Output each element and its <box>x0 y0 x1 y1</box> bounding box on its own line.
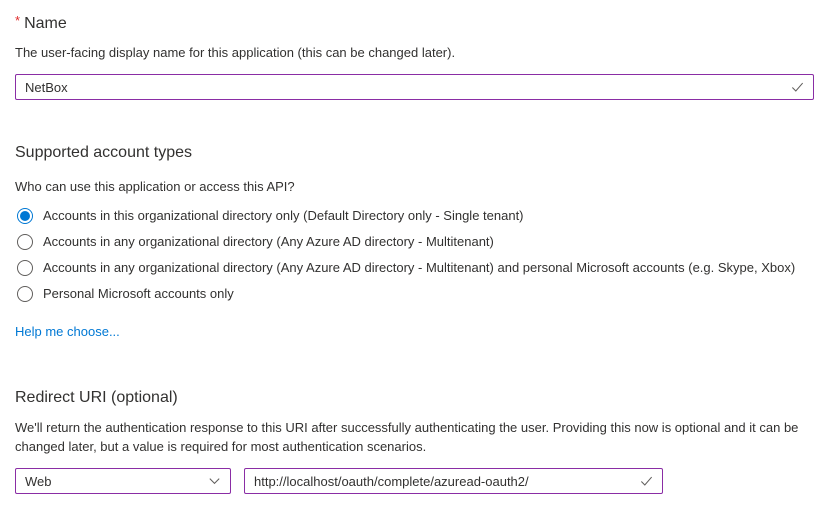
radio-button-icon[interactable] <box>17 286 33 302</box>
radio-option-single-tenant[interactable] <box>15 203 814 229</box>
radio-option-multitenant-personal[interactable] <box>15 255 814 281</box>
radio-option-label: Accounts in any organizational directory (Any Azure AD directory - Multitenant) <box>43 234 494 249</box>
radio-option-label: Accounts in this organizational directory only (Default Directory only - Single tenant) <box>43 208 524 223</box>
account-types-radio-group <box>15 203 814 307</box>
radio-option-multitenant[interactable] <box>15 229 814 255</box>
radio-option-personal-only[interactable] <box>15 281 814 307</box>
redirect-uri-title: Redirect URI (optional) <box>15 389 178 406</box>
radio-button-icon[interactable] <box>17 260 33 276</box>
redirect-uri-input[interactable] <box>245 470 662 492</box>
radio-button-icon[interactable] <box>17 208 33 224</box>
account-types-question: Who can use this application or access this API? <box>15 179 295 194</box>
redirect-uri-row <box>15 468 814 494</box>
platform-select-value: Web <box>25 473 52 489</box>
name-input[interactable] <box>16 76 813 98</box>
name-input-container <box>15 74 814 100</box>
redirect-uri-input-container <box>244 468 663 494</box>
required-asterisk: * <box>15 13 21 28</box>
radio-button-icon[interactable] <box>17 234 33 250</box>
radio-option-label: Accounts in any organizational directory (Any Azure AD directory - Multitenant) and personal Microsoft accounts (e.g. Skype, Xbox) <box>43 260 796 275</box>
chevron-down-icon <box>207 474 222 489</box>
name-section <box>15 10 814 100</box>
supported-account-types-section <box>15 142 814 341</box>
platform-select[interactable] <box>15 468 231 494</box>
name-section-title-text: Name <box>24 15 67 32</box>
name-description: The user-facing display name for this application (this can be changed later). <box>15 45 456 60</box>
redirect-uri-section <box>15 387 814 494</box>
name-section-title <box>15 10 814 34</box>
redirect-uri-description: We'll return the authentication response to this URI after successfully authenticating the user. Providing this now is optional and it can be changed later, but a value is required for most authentication scenarios. <box>15 420 799 454</box>
help-me-choose-link[interactable]: Help me choose... <box>15 324 120 339</box>
supported-account-types-title: Supported account types <box>15 144 193 161</box>
radio-option-label: Personal Microsoft accounts only <box>43 286 234 301</box>
